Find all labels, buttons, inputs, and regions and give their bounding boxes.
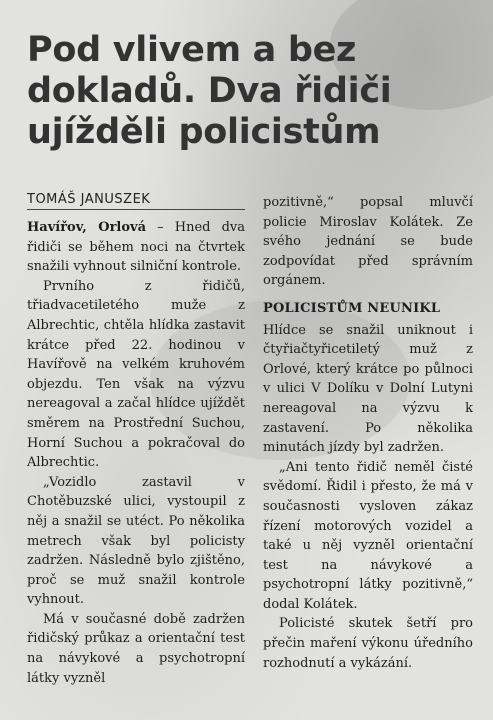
article-paragraph: „Ani tento řidič neměl čisté svědomí. Řidil i přesto, že má v současnosti vysloven zákaz řízení motorových vozidel a také u něj vyzněl orientační test na návykové a psychotropní látky pozitivně,“ dodal Kolátek.	[263, 459, 473, 612]
article-paragraph: Má v současné době zadržen řidičský průkaz a orientační test na návykové a psychotropní látky vyzněl	[27, 611, 245, 686]
article-paragraph-continued: pozitivně,“ popsal mluvčí policie Miroslav Kolátek. Ze svého jednání se bude zodpovídat před správním orgánem.	[263, 195, 473, 289]
article-paragraph: „Vozidlo zastavil v Chotěbuzské ulici, vystoupil z něj a snažil se utéct. Po několika metrech však byl policisty zadržen. Následně bylo zjištěno, proč se muž snažil kontrole vyhnout.	[27, 474, 245, 608]
lead-place: Havířov, Orlová	[27, 220, 147, 235]
article-column-2	[263, 193, 473, 673]
article-paragraph: Prvního z řidičů, třiadvacetiletého muže z Albrechtic, chtěla hlídka zastavit krátce před 22. hodinou v Havířově na velkém kruhovém objezdu. Ten však na výzvu nereagoval a začal hlídce ujíždět směrem na Prostřední Suchou, Horní Suchou a pokračoval do Albrechtic.	[27, 278, 245, 471]
lead-paragraph	[27, 218, 245, 277]
article-subheading: POLICISTŮM NEUNIKL	[263, 300, 441, 316]
article-paragraph: Hlídce se snažil uniknout i čtyřiačtyřicetiletý muž z Orlové, který krátce po půlnoci v ulici V Dolíku v Dolní Lutyni nereagoval na výzvu k zastavení. Po několika minutách jízdy byl zadržen.	[263, 322, 473, 456]
lead-text: – Hned dva řidiči se během noci na čtvrtek snažili vyhnout silniční kontrole.	[27, 220, 245, 275]
article-paragraph: Policisté skutek šetří pro přečin maření výkonu úředního rozhodnutí a vykázání.	[263, 616, 473, 671]
article-headline: Pod vlivem a bez dokladů. Dva řidiči ujížděli policistům	[27, 30, 392, 152]
article-byline: TOMÁŠ JANUSZEK	[27, 192, 245, 210]
article-column-1	[27, 218, 245, 688]
